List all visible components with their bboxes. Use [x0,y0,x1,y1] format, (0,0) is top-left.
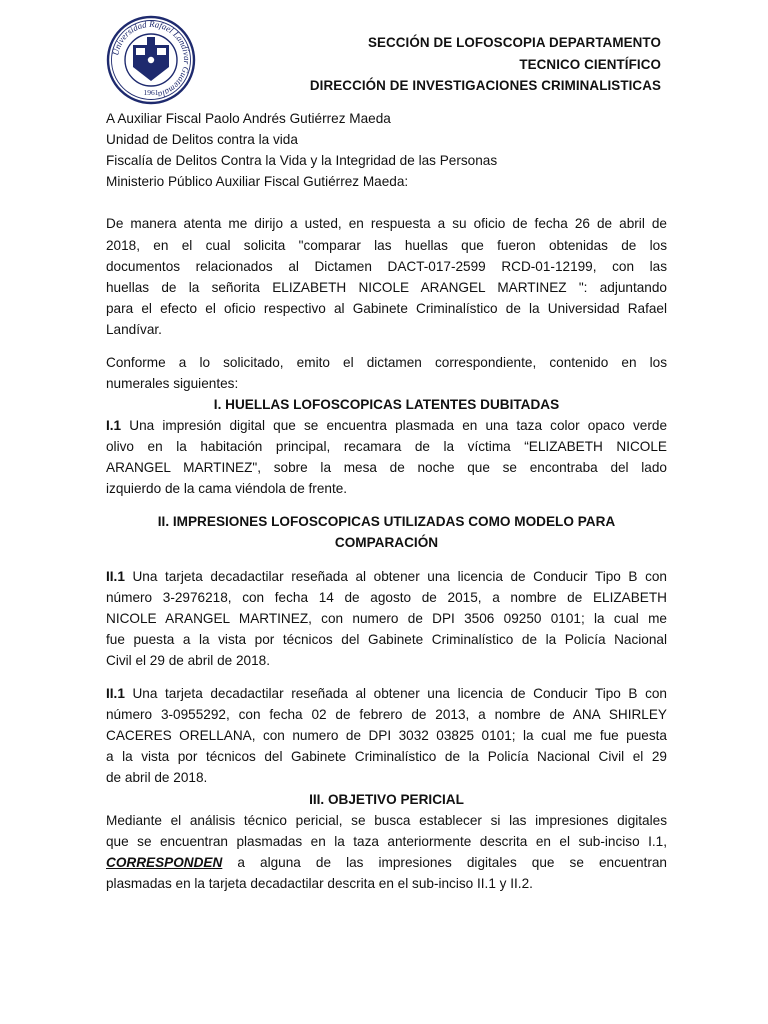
section-1-title: I. HUELLAS LOFOSCOPICAS LATENTES DUBITADAS [213,397,560,412]
conforme-line-1: Conforme a lo solicitado, emito el dictamen correspondiente, contenido en los [106,355,667,370]
section-3-line-3 [106,855,667,870]
addressee-line-2: Unidad de Delitos contra la vida [106,132,298,147]
header-line-1: SECCIÓN DE LOFOSCOPIA DEPARTAMENTO [367,35,661,50]
section-2-p2-line-1-text: Una tarjeta decadactilar reseñada al obtener una licencia de Conducir Tipo B con [132,686,667,701]
section-2-p2-number: II.1 [106,686,125,701]
intro-line-6: Landívar. [106,322,162,337]
section-2-p2-line-4: a la vista por técnicos del Gabinete Criminalístico de la Policía Nacional Civil el 29 [106,749,667,764]
section-2-p1-line-4: fue puesta a la vista por técnicos del Gabinete Criminalístico de la Policía Nacional [106,632,667,647]
section-1-number: I.1 [106,418,122,433]
section-3-line-1: Mediante el análisis técnico pericial, se busca establecer si las impresiones digitales [106,813,667,828]
section-3-line-4: plasmadas en la tarjeta decadactilar descrita en el sub-inciso II.1 y II.2. [106,876,533,891]
intro-line-4: huellas de la señorita ELIZABETH NICOLE ARANGEL MARTINEZ ": adjuntando [106,280,667,295]
section-2-p1-number: II.1 [106,569,125,584]
svg-text:Universidad Rafael Landívar Gu: Universidad Rafael Landívar Guatemala [110,18,193,101]
section-2-title-1: II. IMPRESIONES LOFOSCOPICAS UTILIZADAS COMO MODELO PARA [157,514,616,529]
section-2-p1-line-2: número 3-2976218, con fecha 14 de agosto de 2015, a nombre de ELIZABETH [106,590,667,605]
section-3-title: III. OBJETIVO PERICIAL [309,792,464,807]
intro-line-3: documentos relacionados al Dictamen DACT-017-2599 RCD-01-12199, con las [106,259,667,274]
section-1-line-1-text: Una impresión digital que se encuentra plasmada en una taza color opaco verde [129,418,668,433]
section-2-p1-line-1 [106,569,667,584]
addressee-line-1: A Auxiliar Fiscal Paolo Andrés Gutiérrez Maeda [106,111,391,126]
corresponden-emphasis: CORRESPONDEN [106,855,223,870]
section-2-title-2: COMPARACIÓN [334,535,439,550]
section-2-p1-line-1-text: Una tarjeta decadactilar reseñada al obtener una licencia de Conducir Tipo B con [132,569,667,584]
section-1-line-2: olivo en la habitación principal, recamara de la víctima “ELIZABETH NICOLE [106,439,667,454]
addressee-line-3: Fiscalía de Delitos Contra la Vida y la Integridad de las Personas [106,153,498,168]
intro-line-2: 2018, en el cual solicita "comparar las huellas que fueron obtenidas de los [106,238,667,253]
intro-line-5: para el efecto el oficio respectivo al Gabinete Criminalístico de la Universidad Rafael [106,301,667,316]
section-2-p2-line-3: CACERES ORELLANA, con numero de DPI 3032 03825 0101; la cual me fue puesta [106,728,667,743]
section-3-line-3-text: a alguna de las impresiones digitales que se encuentran [237,855,667,870]
section-1-line-1 [106,418,667,433]
university-seal-logo [106,15,196,105]
section-2-p2-line-5: de abril de 2018. [106,770,208,785]
section-2-p2-line-2: número 3-0955292, con fecha 02 de febrero de 2013, a nombre de ANA SHIRLEY [106,707,667,722]
section-1-line-4: izquierdo de la cama viéndola de frente. [106,481,348,496]
header-line-2: TECNICO CIENTÍFICO [519,57,661,72]
header-line-3: DIRECCIÓN DE INVESTIGACIONES CRIMINALISTICAS [309,78,661,93]
intro-line-1: De manera atenta me dirijo a usted, en respuesta a su oficio de fecha 26 de abril de [106,216,667,231]
section-2-p1-line-5: Civil el 29 de abril de 2018. [106,653,270,668]
conforme-line-2: numerales siguientes: [106,376,239,391]
seal-year: 1961 [143,88,159,97]
section-3-line-2: que se encuentran plasmadas en la taza anteriormente descrita en el sub-inciso I.1, [106,834,667,849]
section-1-line-3: ARANGEL MARTINEZ", sobre la mesa de noche que se encontraba del lado [106,460,667,475]
addressee-line-4: Ministerio Público Auxiliar Fiscal Gutiérrez Maeda: [106,174,409,189]
section-2-p1-line-3: NICOLE ARANGEL MARTINEZ, con numero de DPI 3506 09250 0101; la cual me [106,611,667,626]
section-2-p2-line-1 [106,686,667,701]
